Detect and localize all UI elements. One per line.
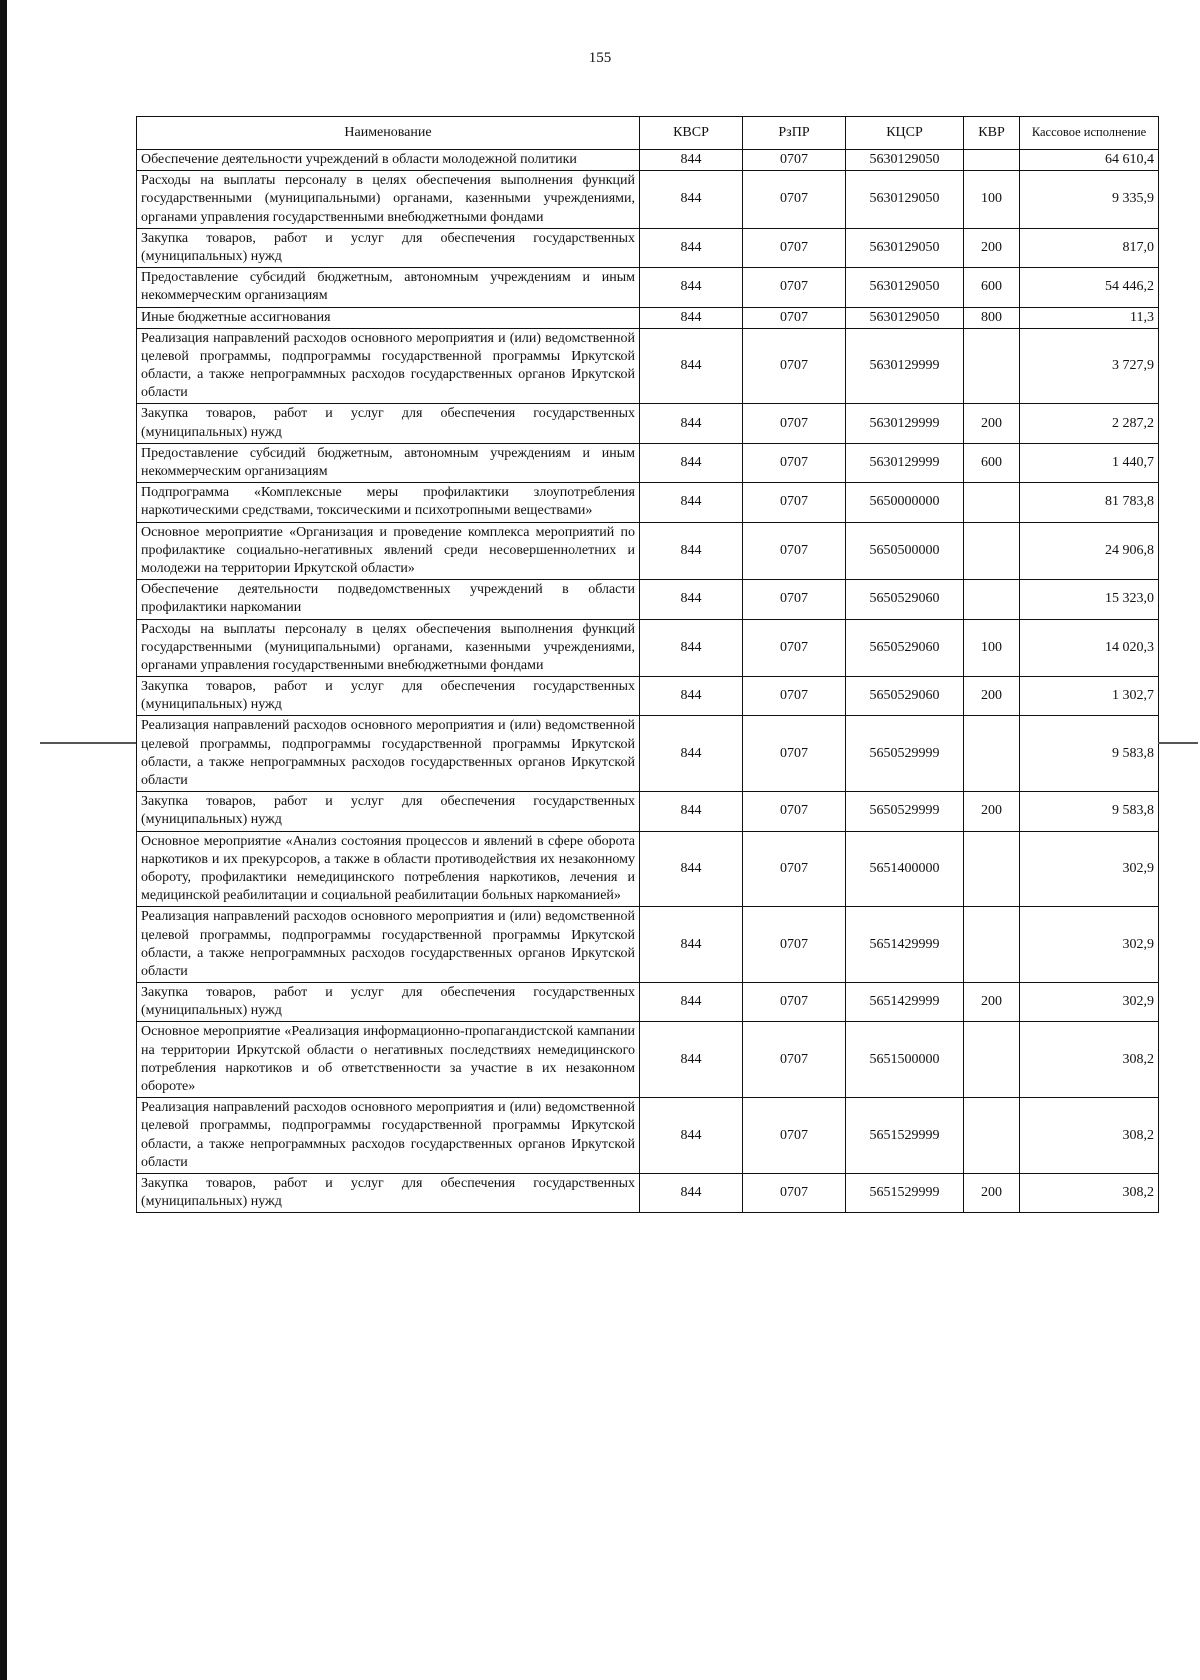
cell-rzpr: 0707 (743, 150, 846, 171)
cell-kcsr: 5650000000 (846, 483, 964, 522)
header-name: Наименование (137, 117, 640, 150)
cell-kvsr: 844 (640, 677, 743, 716)
cell-kvr (964, 1022, 1020, 1098)
cell-name: Реализация направлений расходов основного мероприятия и (или) ведомственной целевой программы, подпрограммы государственной программы Иркутской области, а также непрограммных расходов государственных органов Иркутской области (137, 716, 640, 792)
cell-kvsr: 844 (640, 792, 743, 831)
table-row (137, 1098, 1159, 1174)
cell-rzpr: 0707 (743, 831, 846, 907)
cell-rzpr: 0707 (743, 268, 846, 307)
cell-kcsr: 5651529999 (846, 1173, 964, 1212)
cell-name: Предоставление субсидий бюджетным, автономным учреждениям и иным некоммерческим организациям (137, 268, 640, 307)
cell-rzpr: 0707 (743, 1173, 846, 1212)
cell-kvr: 100 (964, 171, 1020, 229)
cell-kvsr: 844 (640, 228, 743, 267)
cell-kvr (964, 831, 1020, 907)
cell-kcsr: 5650529999 (846, 792, 964, 831)
scan-edge-bar (0, 0, 7, 1680)
table-header-row (137, 117, 1159, 150)
cell-cash-execution: 64 610,4 (1020, 150, 1159, 171)
cell-kcsr: 5650500000 (846, 522, 964, 580)
cell-rzpr: 0707 (743, 1022, 846, 1098)
budget-table-container (136, 116, 1158, 1213)
cell-kvsr: 844 (640, 522, 743, 580)
cell-kvsr: 844 (640, 983, 743, 1022)
cell-kvr (964, 716, 1020, 792)
cell-rzpr: 0707 (743, 792, 846, 831)
cell-rzpr: 0707 (743, 716, 846, 792)
cell-kvsr: 844 (640, 307, 743, 328)
cell-kvsr: 844 (640, 443, 743, 482)
cell-name: Обеспечение деятельности подведомственных учреждений в области профилактики наркомании (137, 580, 640, 619)
cell-cash-execution: 308,2 (1020, 1098, 1159, 1174)
cell-cash-execution: 302,9 (1020, 983, 1159, 1022)
cell-kvr: 200 (964, 404, 1020, 443)
table-row (137, 619, 1159, 677)
cell-kvr (964, 1098, 1020, 1174)
cell-rzpr: 0707 (743, 443, 846, 482)
cell-kvr (964, 150, 1020, 171)
cell-name: Основное мероприятие «Анализ состояния процессов и явлений в сфере оборота наркотиков и их прекурсоров, а также в области противодействия их незаконному обороту, профилактики немедицинского потребления наркотиков, лечения и медицинской реабилитации и социальной реабилитации больных наркоманией» (137, 831, 640, 907)
cell-kcsr: 5650529060 (846, 677, 964, 716)
page-number: 155 (588, 50, 612, 66)
table-row (137, 483, 1159, 522)
cell-cash-execution: 9 583,8 (1020, 792, 1159, 831)
cell-cash-execution: 1 440,7 (1020, 443, 1159, 482)
cell-cash-execution: 11,3 (1020, 307, 1159, 328)
cell-rzpr: 0707 (743, 907, 846, 983)
header-kcsr: КЦСР (846, 117, 964, 150)
cell-name: Закупка товаров, работ и услуг для обеспечения государственных (муниципальных) нужд (137, 983, 640, 1022)
cell-name: Обеспечение деятельности учреждений в области молодежной политики (137, 150, 640, 171)
cell-rzpr: 0707 (743, 483, 846, 522)
cell-kvr (964, 580, 1020, 619)
header-rzpr: РзПР (743, 117, 846, 150)
cell-cash-execution: 817,0 (1020, 228, 1159, 267)
scan-artifact-left (40, 742, 136, 744)
cell-kvsr: 844 (640, 716, 743, 792)
cell-name: Предоставление субсидий бюджетным, автономным учреждениям и иным некоммерческим организациям (137, 443, 640, 482)
cell-kcsr: 5630129999 (846, 404, 964, 443)
table-body (137, 150, 1159, 1213)
cell-kcsr: 5650529060 (846, 580, 964, 619)
cell-name: Реализация направлений расходов основного мероприятия и (или) ведомственной целевой программы, подпрограммы государственной программы Иркутской области, а также непрограммных расходов государственных органов Иркутской области (137, 328, 640, 404)
cell-rzpr: 0707 (743, 328, 846, 404)
cell-kvr: 200 (964, 228, 1020, 267)
cell-cash-execution: 2 287,2 (1020, 404, 1159, 443)
cell-kvsr: 844 (640, 831, 743, 907)
cell-cash-execution: 3 727,9 (1020, 328, 1159, 404)
cell-kvr: 200 (964, 792, 1020, 831)
cell-kvr: 200 (964, 983, 1020, 1022)
cell-kvsr: 844 (640, 171, 743, 229)
cell-cash-execution: 14 020,3 (1020, 619, 1159, 677)
cell-kvr: 600 (964, 268, 1020, 307)
cell-cash-execution: 302,9 (1020, 907, 1159, 983)
cell-name: Закупка товаров, работ и услуг для обеспечения государственных (муниципальных) нужд (137, 404, 640, 443)
table-row (137, 150, 1159, 171)
cell-kvr: 200 (964, 677, 1020, 716)
cell-name: Закупка товаров, работ и услуг для обеспечения государственных (муниципальных) нужд (137, 677, 640, 716)
cell-kcsr: 5651529999 (846, 1098, 964, 1174)
cell-cash-execution: 308,2 (1020, 1022, 1159, 1098)
cell-kvr (964, 907, 1020, 983)
cell-kcsr: 5650529060 (846, 619, 964, 677)
table-row (137, 171, 1159, 229)
cell-rzpr: 0707 (743, 619, 846, 677)
cell-kcsr: 5630129050 (846, 171, 964, 229)
cell-kvsr: 844 (640, 1098, 743, 1174)
cell-rzpr: 0707 (743, 1098, 846, 1174)
cell-kcsr: 5630129050 (846, 307, 964, 328)
cell-name: Основное мероприятие «Реализация информационно-пропагандистской кампании на территории Иркутской области о негативных последствиях немедицинского потребления наркотиков и об ответственности за участие в их незаконном обороте» (137, 1022, 640, 1098)
cell-name: Иные бюджетные ассигнования (137, 307, 640, 328)
cell-kcsr: 5630129050 (846, 150, 964, 171)
cell-kvsr: 844 (640, 580, 743, 619)
cell-cash-execution: 9 335,9 (1020, 171, 1159, 229)
cell-name: Закупка товаров, работ и услуг для обеспечения государственных (муниципальных) нужд (137, 228, 640, 267)
cell-cash-execution: 308,2 (1020, 1173, 1159, 1212)
cell-kvsr: 844 (640, 1173, 743, 1212)
table-row (137, 716, 1159, 792)
cell-rzpr: 0707 (743, 522, 846, 580)
cell-kcsr: 5651429999 (846, 907, 964, 983)
header-cash-execution: Кассовое исполнение (1020, 117, 1159, 150)
cell-name: Реализация направлений расходов основного мероприятия и (или) ведомственной целевой программы, подпрограммы государственной программы Иркутской области, а также непрограммных расходов государственных органов Иркутской области (137, 907, 640, 983)
cell-name: Реализация направлений расходов основного мероприятия и (или) ведомственной целевой программы, подпрограммы государственной программы Иркутской области, а также непрограммных расходов государственных органов Иркутской области (137, 1098, 640, 1174)
cell-name: Расходы на выплаты персоналу в целях обеспечения выполнения функций государственными (муниципальными) органами, казенными учреждениями, органами управления государственными внебюджетными фондами (137, 171, 640, 229)
table-row (137, 983, 1159, 1022)
header-kvsr: КВСР (640, 117, 743, 150)
table-row (137, 831, 1159, 907)
cell-rzpr: 0707 (743, 404, 846, 443)
cell-name: Расходы на выплаты персоналу в целях обеспечения выполнения функций государственными (муниципальными) органами, казенными учреждениями, органами управления государственными внебюджетными фондами (137, 619, 640, 677)
table-row (137, 580, 1159, 619)
table-row (137, 792, 1159, 831)
table-row (137, 907, 1159, 983)
cell-kcsr: 5630129050 (846, 268, 964, 307)
cell-rzpr: 0707 (743, 983, 846, 1022)
cell-name: Основное мероприятие «Организация и проведение комплекса мероприятий по профилактике социально-негативных явлений среди несовершеннолетних и молодежи на территории Иркутской области» (137, 522, 640, 580)
cell-kcsr: 5630129999 (846, 443, 964, 482)
cell-cash-execution: 24 906,8 (1020, 522, 1159, 580)
table-row (137, 1022, 1159, 1098)
cell-kvsr: 844 (640, 150, 743, 171)
budget-table (136, 116, 1159, 1213)
cell-cash-execution: 81 783,8 (1020, 483, 1159, 522)
table-row (137, 443, 1159, 482)
cell-rzpr: 0707 (743, 307, 846, 328)
cell-name: Закупка товаров, работ и услуг для обеспечения государственных (муниципальных) нужд (137, 792, 640, 831)
table-row (137, 677, 1159, 716)
scan-artifact-right (1158, 742, 1198, 744)
cell-kvr (964, 522, 1020, 580)
cell-kvsr: 844 (640, 907, 743, 983)
cell-cash-execution: 1 302,7 (1020, 677, 1159, 716)
table-row (137, 328, 1159, 404)
cell-kvr: 200 (964, 1173, 1020, 1212)
cell-kvsr: 844 (640, 404, 743, 443)
cell-cash-execution: 54 446,2 (1020, 268, 1159, 307)
cell-kvsr: 844 (640, 483, 743, 522)
cell-kvr (964, 328, 1020, 404)
table-row (137, 522, 1159, 580)
table-row (137, 307, 1159, 328)
cell-kvr: 100 (964, 619, 1020, 677)
cell-kvsr: 844 (640, 619, 743, 677)
cell-rzpr: 0707 (743, 580, 846, 619)
table-row (137, 228, 1159, 267)
cell-kvr: 800 (964, 307, 1020, 328)
cell-rzpr: 0707 (743, 677, 846, 716)
table-row (137, 1173, 1159, 1212)
cell-cash-execution: 15 323,0 (1020, 580, 1159, 619)
cell-name: Подпрограмма «Комплексные меры профилактики злоупотребления наркотическими средствами, токсическими и психотропными веществами» (137, 483, 640, 522)
cell-kvr: 600 (964, 443, 1020, 482)
cell-kcsr: 5651500000 (846, 1022, 964, 1098)
cell-kcsr: 5651429999 (846, 983, 964, 1022)
header-kvr: КВР (964, 117, 1020, 150)
cell-kvsr: 844 (640, 328, 743, 404)
cell-kcsr: 5651400000 (846, 831, 964, 907)
cell-name: Закупка товаров, работ и услуг для обеспечения государственных (муниципальных) нужд (137, 1173, 640, 1212)
cell-kvr (964, 483, 1020, 522)
cell-kvsr: 844 (640, 268, 743, 307)
cell-cash-execution: 9 583,8 (1020, 716, 1159, 792)
cell-rzpr: 0707 (743, 171, 846, 229)
cell-kvsr: 844 (640, 1022, 743, 1098)
cell-kcsr: 5630129999 (846, 328, 964, 404)
table-row (137, 268, 1159, 307)
table-row (137, 404, 1159, 443)
cell-cash-execution: 302,9 (1020, 831, 1159, 907)
cell-kcsr: 5650529999 (846, 716, 964, 792)
cell-kcsr: 5630129050 (846, 228, 964, 267)
cell-rzpr: 0707 (743, 228, 846, 267)
